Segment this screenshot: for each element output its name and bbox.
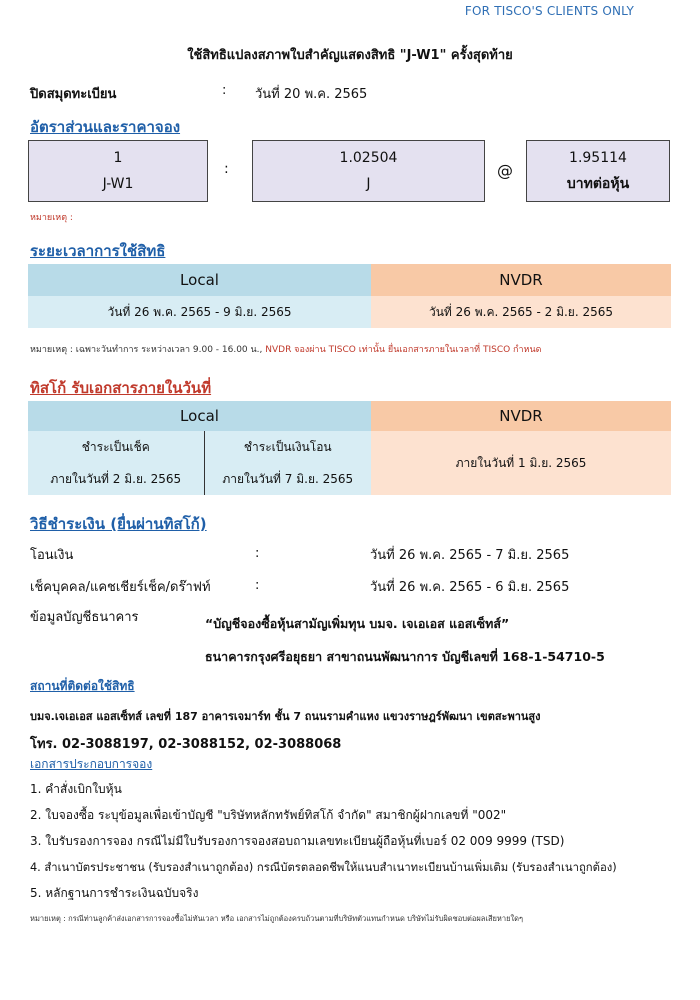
ratio-box-shares-value: 1.02504	[339, 150, 398, 166]
ratio-box-price-value: 1.95114	[569, 150, 627, 166]
ratio-box-price	[526, 140, 670, 202]
payment-transfer-colon: :	[255, 546, 260, 561]
document-item-1: 1. คำสั่งเบิกใบหุ้น	[30, 782, 122, 796]
doc-receipt-table	[28, 401, 671, 495]
closing-date: วันที่ 20 พ.ค. 2565	[255, 87, 368, 102]
ratio-box-warrant	[28, 140, 208, 202]
bank-account-name: “บัญชีจองซื้อหุ้นสามัญเพิ่มทุน บมจ. เจเอเอส แอสเซ็ทส์”	[205, 616, 510, 631]
ratio-box-price-unit: บาทต่อหุ้น	[566, 176, 630, 192]
exercise-local-value: วันที่ 26 พ.ค. 2565 - 9 มิ.ย. 2565	[28, 296, 371, 328]
doc-receipt-transfer-label: ชำระเป็นเงินโอน	[204, 431, 371, 463]
payment-cheque-period: วันที่ 26 พ.ค. 2565 - 6 มิ.ย. 2565	[370, 580, 570, 595]
ratio-box-shares-unit: J	[366, 176, 371, 192]
closing-colon: :	[222, 83, 227, 98]
exercise-period-heading: ระยะเวลาการใช้สิทธิ	[30, 242, 166, 260]
ratio-box-warrant-unit: J-W1	[102, 176, 134, 192]
doc-receipt-nvdr-header: NVDR	[371, 401, 671, 431]
doc-receipt-heading: ทิสโก้ รับเอกสารภายในวันที่	[30, 379, 212, 397]
ratio-box-warrant-value: 1	[113, 150, 123, 166]
doc-receipt-cheque-label: ชำระเป็นเช็ค	[28, 431, 204, 463]
exercise-period-note	[30, 342, 680, 356]
exercise-note-nvdr: NVDR จองผ่าน TISCO เท่านั้น ยื่นเอกสารภายในเวลาที่ TISCO กำหนด	[265, 345, 542, 355]
exercise-nvdr-header: NVDR	[371, 264, 671, 296]
ratio-box-shares	[252, 140, 485, 202]
payment-cheque-colon: :	[255, 578, 260, 593]
documents-heading: เอกสารประกอบการจอง	[30, 757, 153, 771]
exercise-local-header: Local	[28, 264, 371, 296]
payment-transfer-period: วันที่ 26 พ.ค. 2565 - 7 มิ.ย. 2565	[370, 548, 570, 563]
document-item-2: 2. ใบจองซื้อ ระบุข้อมูลเพื่อเข้าบัญชี "บริษัทหลักทรัพย์ทิสโก้ จำกัด" สมาชิกผู้ฝากเลขที่ "002"	[30, 808, 507, 822]
payment-heading: วิธีชำระเงิน (ยื่นผ่านทิสโก้)	[30, 515, 207, 533]
document-item-4: 4. สำเนาบัตรประชาชน (รับรองสำเนาถูกต้อง) กรณีบัตรตลอดชีพให้แนบสำเนาทะเบียนบ้านเพิ่มเติม (รับรองสำเนาถูกต้อง)	[30, 861, 617, 874]
contact-address: บมจ.เจเอเอส แอสเซ็ทส์ เลขที่ 187 อาคารเจมาร์ท ชั้น 7 ถนนรามคำแหง แขวงราษฎร์พัฒนา เขตสะพานสูง	[30, 710, 541, 723]
closing-label: ปิดสมุดทะเบียน	[30, 87, 117, 102]
ratio-note: หมายเหตุ :	[30, 213, 73, 223]
ratio-separator-at: @	[497, 161, 513, 180]
ratio-heading: อัตราส่วนและราคาจอง	[30, 118, 181, 136]
contact-phone: โทร. 02-3088197, 02-3088152, 02-3088068	[30, 737, 342, 752]
doc-receipt-cheque-value: ภายในวันที่ 2 มิ.ย. 2565	[28, 463, 204, 495]
bank-account-number: ธนาคารกรุงศรีอยุธยา สาขาถนนพัฒนาการ บัญชีเลขที่ 168-1-54710-5	[205, 649, 605, 664]
bank-info-label: ข้อมูลบัญชีธนาคาร	[30, 610, 139, 625]
contact-heading: สถานที่ติดต่อใช้สิทธิ	[30, 679, 135, 693]
document-item-5: 5. หลักฐานการชำระเงินฉบับจริง	[30, 886, 199, 900]
exercise-note-text: หมายเหตุ : เฉพาะวันทำการ ระหว่างเวลา 9.00 - 16.00 น.,	[30, 345, 266, 355]
doc-receipt-local-header: Local	[28, 401, 371, 431]
payment-transfer-label: โอนเงิน	[30, 548, 74, 563]
exercise-period-table	[28, 264, 671, 328]
payment-cheque-label: เช็คบุคคล/แคชเชียร์เช็ค/ดร๊าฟท์	[30, 580, 211, 595]
documents-footnote: หมายเหตุ : กรณีท่านลูกค้าส่งเอกสารการจองซื้อไม่ทันเวลา หรือ เอกสารไม่ถูกต้องครบถ้วนตามที่บริษัทตัวแทนกำหนด บริษัทไม่รับผิดชอบต่อผลเสียหายใดๆ	[30, 914, 524, 923]
client-only-tag: FOR TISCO'S CLIENTS ONLY	[464, 4, 634, 18]
exercise-nvdr-value: วันที่ 26 พ.ค. 2565 - 2 มิ.ย. 2565	[371, 296, 671, 328]
document-title: ใช้สิทธิแปลงสภาพใบสำคัญแสดงสิทธิ "J-W1" ครั้งสุดท้าย	[187, 48, 513, 63]
doc-receipt-transfer-value: ภายในวันที่ 7 มิ.ย. 2565	[204, 463, 371, 495]
doc-receipt-nvdr-value: ภายในวันที่ 1 มิ.ย. 2565	[371, 431, 671, 495]
ratio-separator-colon: :	[224, 161, 229, 177]
document-item-3: 3. ใบรับรองการจอง กรณีไม่มีใบรับรองการจองสอบถามเลขทะเบียนผู้ถือหุ้นที่เบอร์ 02 009 9999 (TSD)	[30, 834, 565, 848]
